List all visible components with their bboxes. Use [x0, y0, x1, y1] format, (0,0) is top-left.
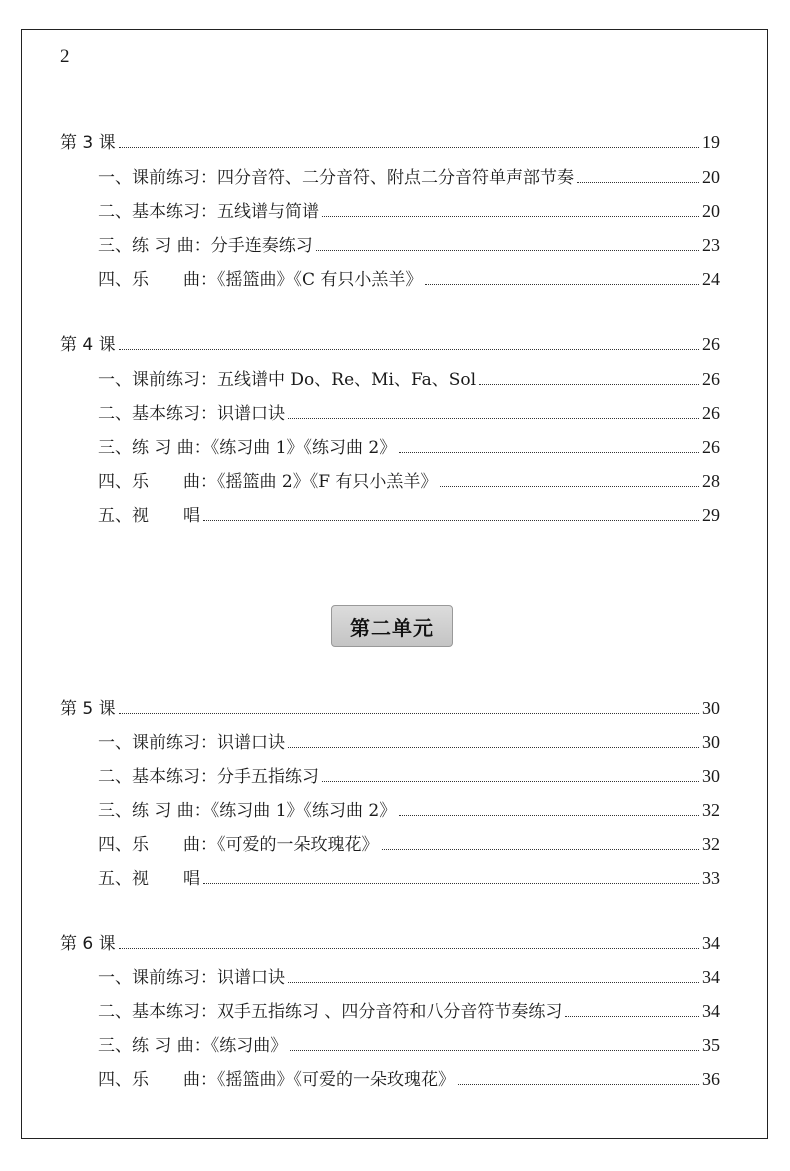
- toc-page: 24: [702, 269, 720, 289]
- toc-item[interactable]: [98, 997, 720, 1023]
- toc-item[interactable]: [98, 1065, 720, 1091]
- toc-lesson-3[interactable]: [60, 128, 720, 154]
- toc-label: 四、乐 曲：《摇篮曲》《C 有只小羔羊》: [98, 270, 423, 290]
- toc-page: 30: [702, 732, 720, 752]
- toc-lesson-4[interactable]: [60, 330, 720, 356]
- toc-page: 26: [702, 437, 720, 457]
- dot-leader: [577, 182, 699, 183]
- toc-page: 28: [702, 471, 720, 491]
- toc-page: 26: [702, 369, 720, 389]
- toc-page: 32: [702, 800, 720, 820]
- toc-label: 二、基本练习：五线谱与简谱: [98, 202, 319, 222]
- toc-page: 34: [702, 1001, 720, 1021]
- page-number: 2: [60, 46, 70, 67]
- toc-page: 26: [702, 334, 720, 354]
- toc-item[interactable]: [98, 864, 720, 890]
- dot-leader: [119, 948, 699, 949]
- toc-page: 36: [702, 1069, 720, 1089]
- toc-item[interactable]: [98, 399, 720, 425]
- toc-page: 30: [702, 766, 720, 786]
- toc-label: 二、基本练习：识谱口诀: [98, 404, 285, 424]
- toc-lesson-6[interactable]: [60, 929, 720, 955]
- toc-page: 26: [702, 403, 720, 423]
- toc-label: 四、乐 曲：《摇篮曲》《可爱的一朵玫瑰花》: [98, 1070, 455, 1090]
- toc-label: 二、基本练习：分手五指练习: [98, 767, 319, 787]
- toc-page: 23: [702, 235, 720, 255]
- toc-item[interactable]: [98, 728, 720, 754]
- toc-item[interactable]: [98, 762, 720, 788]
- dot-leader: [565, 1016, 699, 1017]
- dot-leader: [119, 147, 699, 148]
- toc-label: 一、课前练习：五线谱中 Do、Re、Mi、Fa、Sol: [98, 370, 477, 390]
- dot-leader: [322, 781, 699, 782]
- toc-item[interactable]: [98, 433, 720, 459]
- toc-page: 29: [702, 505, 720, 525]
- toc-item[interactable]: [98, 796, 720, 822]
- toc-page: 33: [702, 868, 720, 888]
- toc-item[interactable]: [98, 1031, 720, 1057]
- toc-item[interactable]: [98, 197, 720, 223]
- dot-leader: [322, 216, 699, 217]
- toc-page: 34: [702, 967, 720, 987]
- dot-leader: [479, 384, 699, 385]
- toc-label: 一、课前练习：识谱口诀: [98, 733, 285, 753]
- toc-label: 五、视 唱: [98, 506, 200, 526]
- toc-page: 35: [702, 1035, 720, 1055]
- dot-leader: [399, 452, 699, 453]
- toc-page: 20: [702, 201, 720, 221]
- dot-leader: [288, 982, 699, 983]
- toc-item[interactable]: [98, 265, 720, 291]
- unit-banner: 第二单元: [331, 605, 453, 647]
- toc-page: 32: [702, 834, 720, 854]
- toc-item[interactable]: [98, 231, 720, 257]
- toc-label: 第 5 课: [60, 699, 116, 719]
- toc-page: 20: [702, 167, 720, 187]
- dot-leader: [316, 250, 699, 251]
- dot-leader: [203, 520, 699, 521]
- toc-label: 三、练 习 曲：《练习曲》: [98, 1036, 288, 1056]
- dot-leader: [399, 815, 699, 816]
- toc-label: 一、课前练习：四分音符、二分音符、附点二分音符单声部节奏: [98, 168, 574, 188]
- toc-label: 第 6 课: [60, 934, 116, 954]
- dot-leader: [290, 1050, 699, 1051]
- dot-leader: [119, 713, 699, 714]
- dot-leader: [382, 849, 700, 850]
- toc-item[interactable]: [98, 963, 720, 989]
- toc-label: 第 4 课: [60, 335, 116, 355]
- toc-label: 四、乐 曲：《可爱的一朵玫瑰花》: [98, 835, 379, 855]
- dot-leader: [288, 418, 699, 419]
- toc-label: 三、练 习 曲：分手连奏练习: [98, 236, 313, 256]
- dot-leader: [425, 284, 699, 285]
- dot-leader: [458, 1084, 699, 1085]
- toc-label: 第 3 课: [60, 133, 116, 153]
- toc-item[interactable]: [98, 467, 720, 493]
- toc-label: 三、练 习 曲：《练习曲 1》《练习曲 2》: [98, 438, 397, 458]
- toc-label: 三、练 习 曲：《练习曲 1》《练习曲 2》: [98, 801, 397, 821]
- toc-page: 19: [702, 132, 720, 152]
- toc-page: 34: [702, 933, 720, 953]
- toc-item[interactable]: [98, 830, 720, 856]
- toc-page: 30: [702, 698, 720, 718]
- toc-lesson-5[interactable]: [60, 694, 720, 720]
- toc-item[interactable]: [98, 365, 720, 391]
- toc-label: 五、视 唱: [98, 869, 200, 889]
- dot-leader: [203, 883, 699, 884]
- toc-item[interactable]: [98, 163, 720, 189]
- dot-leader: [288, 747, 699, 748]
- toc-label: 一、课前练习：识谱口诀: [98, 968, 285, 988]
- toc-label: 四、乐 曲：《摇篮曲 2》《F 有只小羔羊》: [98, 472, 438, 492]
- dot-leader: [440, 486, 699, 487]
- toc-label: 二、基本练习：双手五指练习 、四分音符和八分音符节奏练习: [98, 1002, 563, 1022]
- toc-item[interactable]: [98, 501, 720, 527]
- dot-leader: [119, 349, 699, 350]
